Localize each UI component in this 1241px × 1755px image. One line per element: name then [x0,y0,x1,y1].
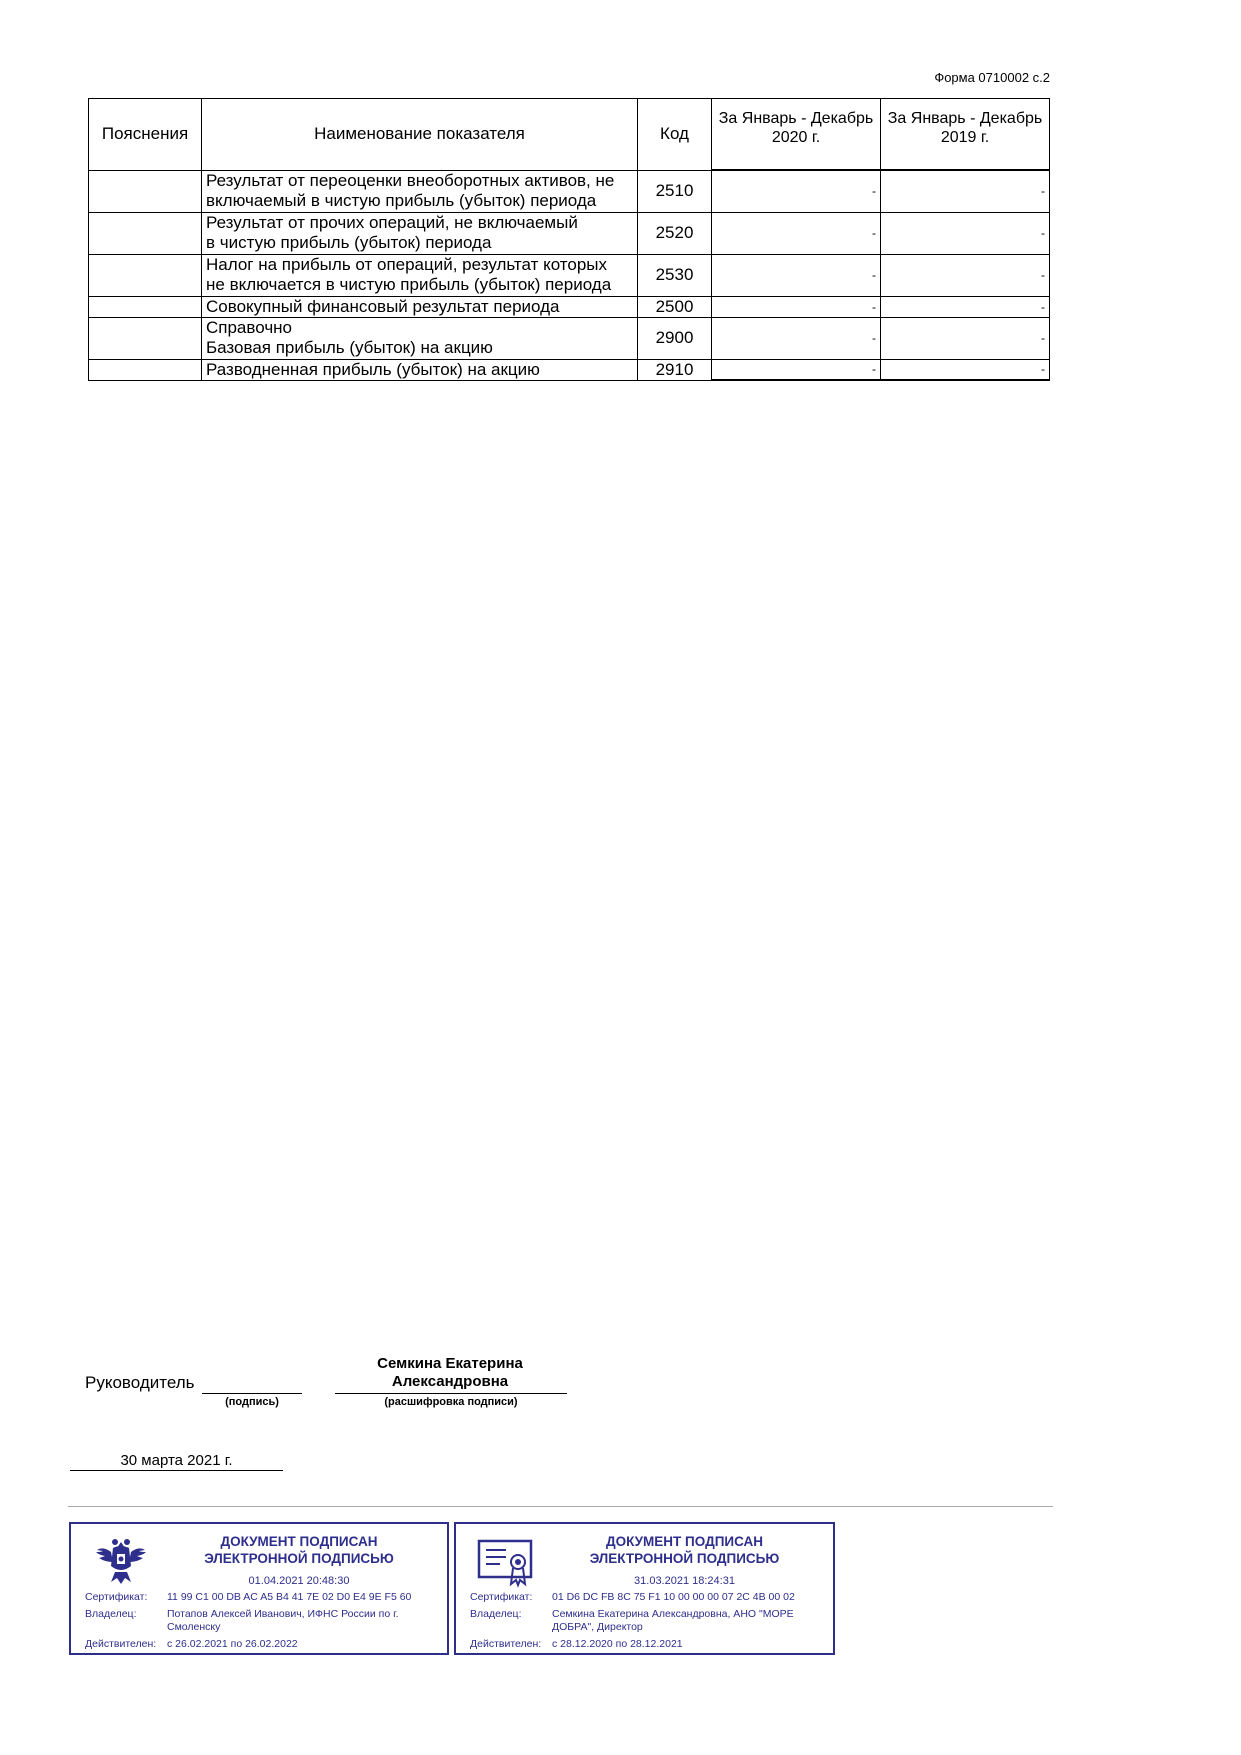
e-signature-stamp-director [454,1522,835,1655]
row-code: 2510 [638,170,712,212]
header-period-current: За Январь - Декабрь 2020 г. [712,99,881,171]
header-notes: Пояснения [89,99,202,171]
row-value-previous: - [881,254,1050,296]
stamp-timestamp: 01.04.2021 20:48:30 [248,1575,350,1587]
stamp-timestamp: 31.03.2021 18:24:31 [634,1575,735,1587]
signatory-name: Семкина Екатерина Александровна [377,1355,523,1390]
row-indicator-name: Совокупный финансовый результат периода [202,296,638,317]
russian-emblem-icon [93,1532,149,1588]
table-row [89,359,1050,380]
table-header-row [89,99,1050,171]
table-row [89,296,1050,317]
row-value-current: - [712,170,881,212]
row-value-previous: - [881,317,1050,359]
header-period-previous: За Январь - Декабрь 2019 г. [881,99,1050,171]
row-notes [89,359,202,380]
document-date: 30 марта 2021 г. [70,1452,283,1471]
row-notes [89,317,202,359]
signature-line [202,1393,302,1394]
row-notes [89,296,202,317]
stamp-validity: Действителен: с 28.12.2020 по 28.12.2021 [470,1638,683,1650]
row-value-current: - [712,359,881,380]
row-value-current: - [712,212,881,254]
row-code: 2900 [638,317,712,359]
stamp-owner: Владелец: Потапов Алексей Иванович, ИФНС России по г. Смоленску [85,1608,399,1633]
row-indicator-name: Разводненная прибыль (убыток) на акцию [202,359,638,380]
header-indicator-name: Наименование показателя [202,99,638,171]
table-row [89,254,1050,296]
row-indicator-name: Результат от переоценки внеоборотных активов, не включаемый в чистую прибыль (убыток) периода [202,170,638,212]
row-code: 2910 [638,359,712,380]
form-code: Форма 0710002 с.2 [934,70,1050,85]
header-code: Код [638,99,712,171]
stamp-certificate: Сертификат: 01 D6 DC FB 8C 75 F1 10 00 00 00 07 2C 4B 00 02 [470,1591,795,1603]
row-value-current: - [712,317,881,359]
divider [68,1506,1053,1507]
row-value-current: - [712,254,881,296]
row-indicator-name: Налог на прибыль от операций, результат которых не включается в чистую прибыль (убыток) периода [202,254,638,296]
e-signature-stamp-tax-office [69,1522,449,1655]
financial-results-table [88,98,1050,381]
certificate-icon [476,1538,534,1588]
row-notes [89,212,202,254]
name-line [335,1393,567,1394]
name-caption: (расшифровка подписи) [384,1396,518,1408]
row-notes [89,170,202,212]
row-indicator-name: Справочно Базовая прибыль (убыток) на акцию [202,317,638,359]
table-row [89,317,1050,359]
stamp-validity: Действителен: с 26.02.2021 по 26.02.2022 [85,1638,298,1650]
stamp-certificate: Сертификат: 11 99 C1 00 DB AC A5 B4 41 7E 02 D0 E4 9E F5 60 [85,1591,412,1603]
row-code: 2530 [638,254,712,296]
row-value-previous: - [881,170,1050,212]
table-row [89,212,1050,254]
row-value-current: - [712,296,881,317]
stamp-title: ДОКУМЕНТ ПОДПИСАН ЭЛЕКТРОННОЙ ПОДПИСЬЮ [204,1534,394,1566]
row-code: 2520 [638,212,712,254]
stamp-owner: Владелец: Семкина Екатерина Александровна, АНО "МОРЕ ДОБРА", Директор [470,1608,794,1633]
signatory-role: Руководитель [85,1373,195,1392]
row-indicator-name: Результат от прочих операций, не включаемый в чистую прибыль (убыток) периода [202,212,638,254]
row-value-previous: - [881,212,1050,254]
table-row [89,170,1050,212]
signature-caption: (подпись) [225,1396,279,1408]
row-value-previous: - [881,359,1050,380]
row-notes [89,254,202,296]
row-value-previous: - [881,296,1050,317]
stamp-title: ДОКУМЕНТ ПОДПИСАН ЭЛЕКТРОННОЙ ПОДПИСЬЮ [589,1534,780,1566]
row-code: 2500 [638,296,712,317]
